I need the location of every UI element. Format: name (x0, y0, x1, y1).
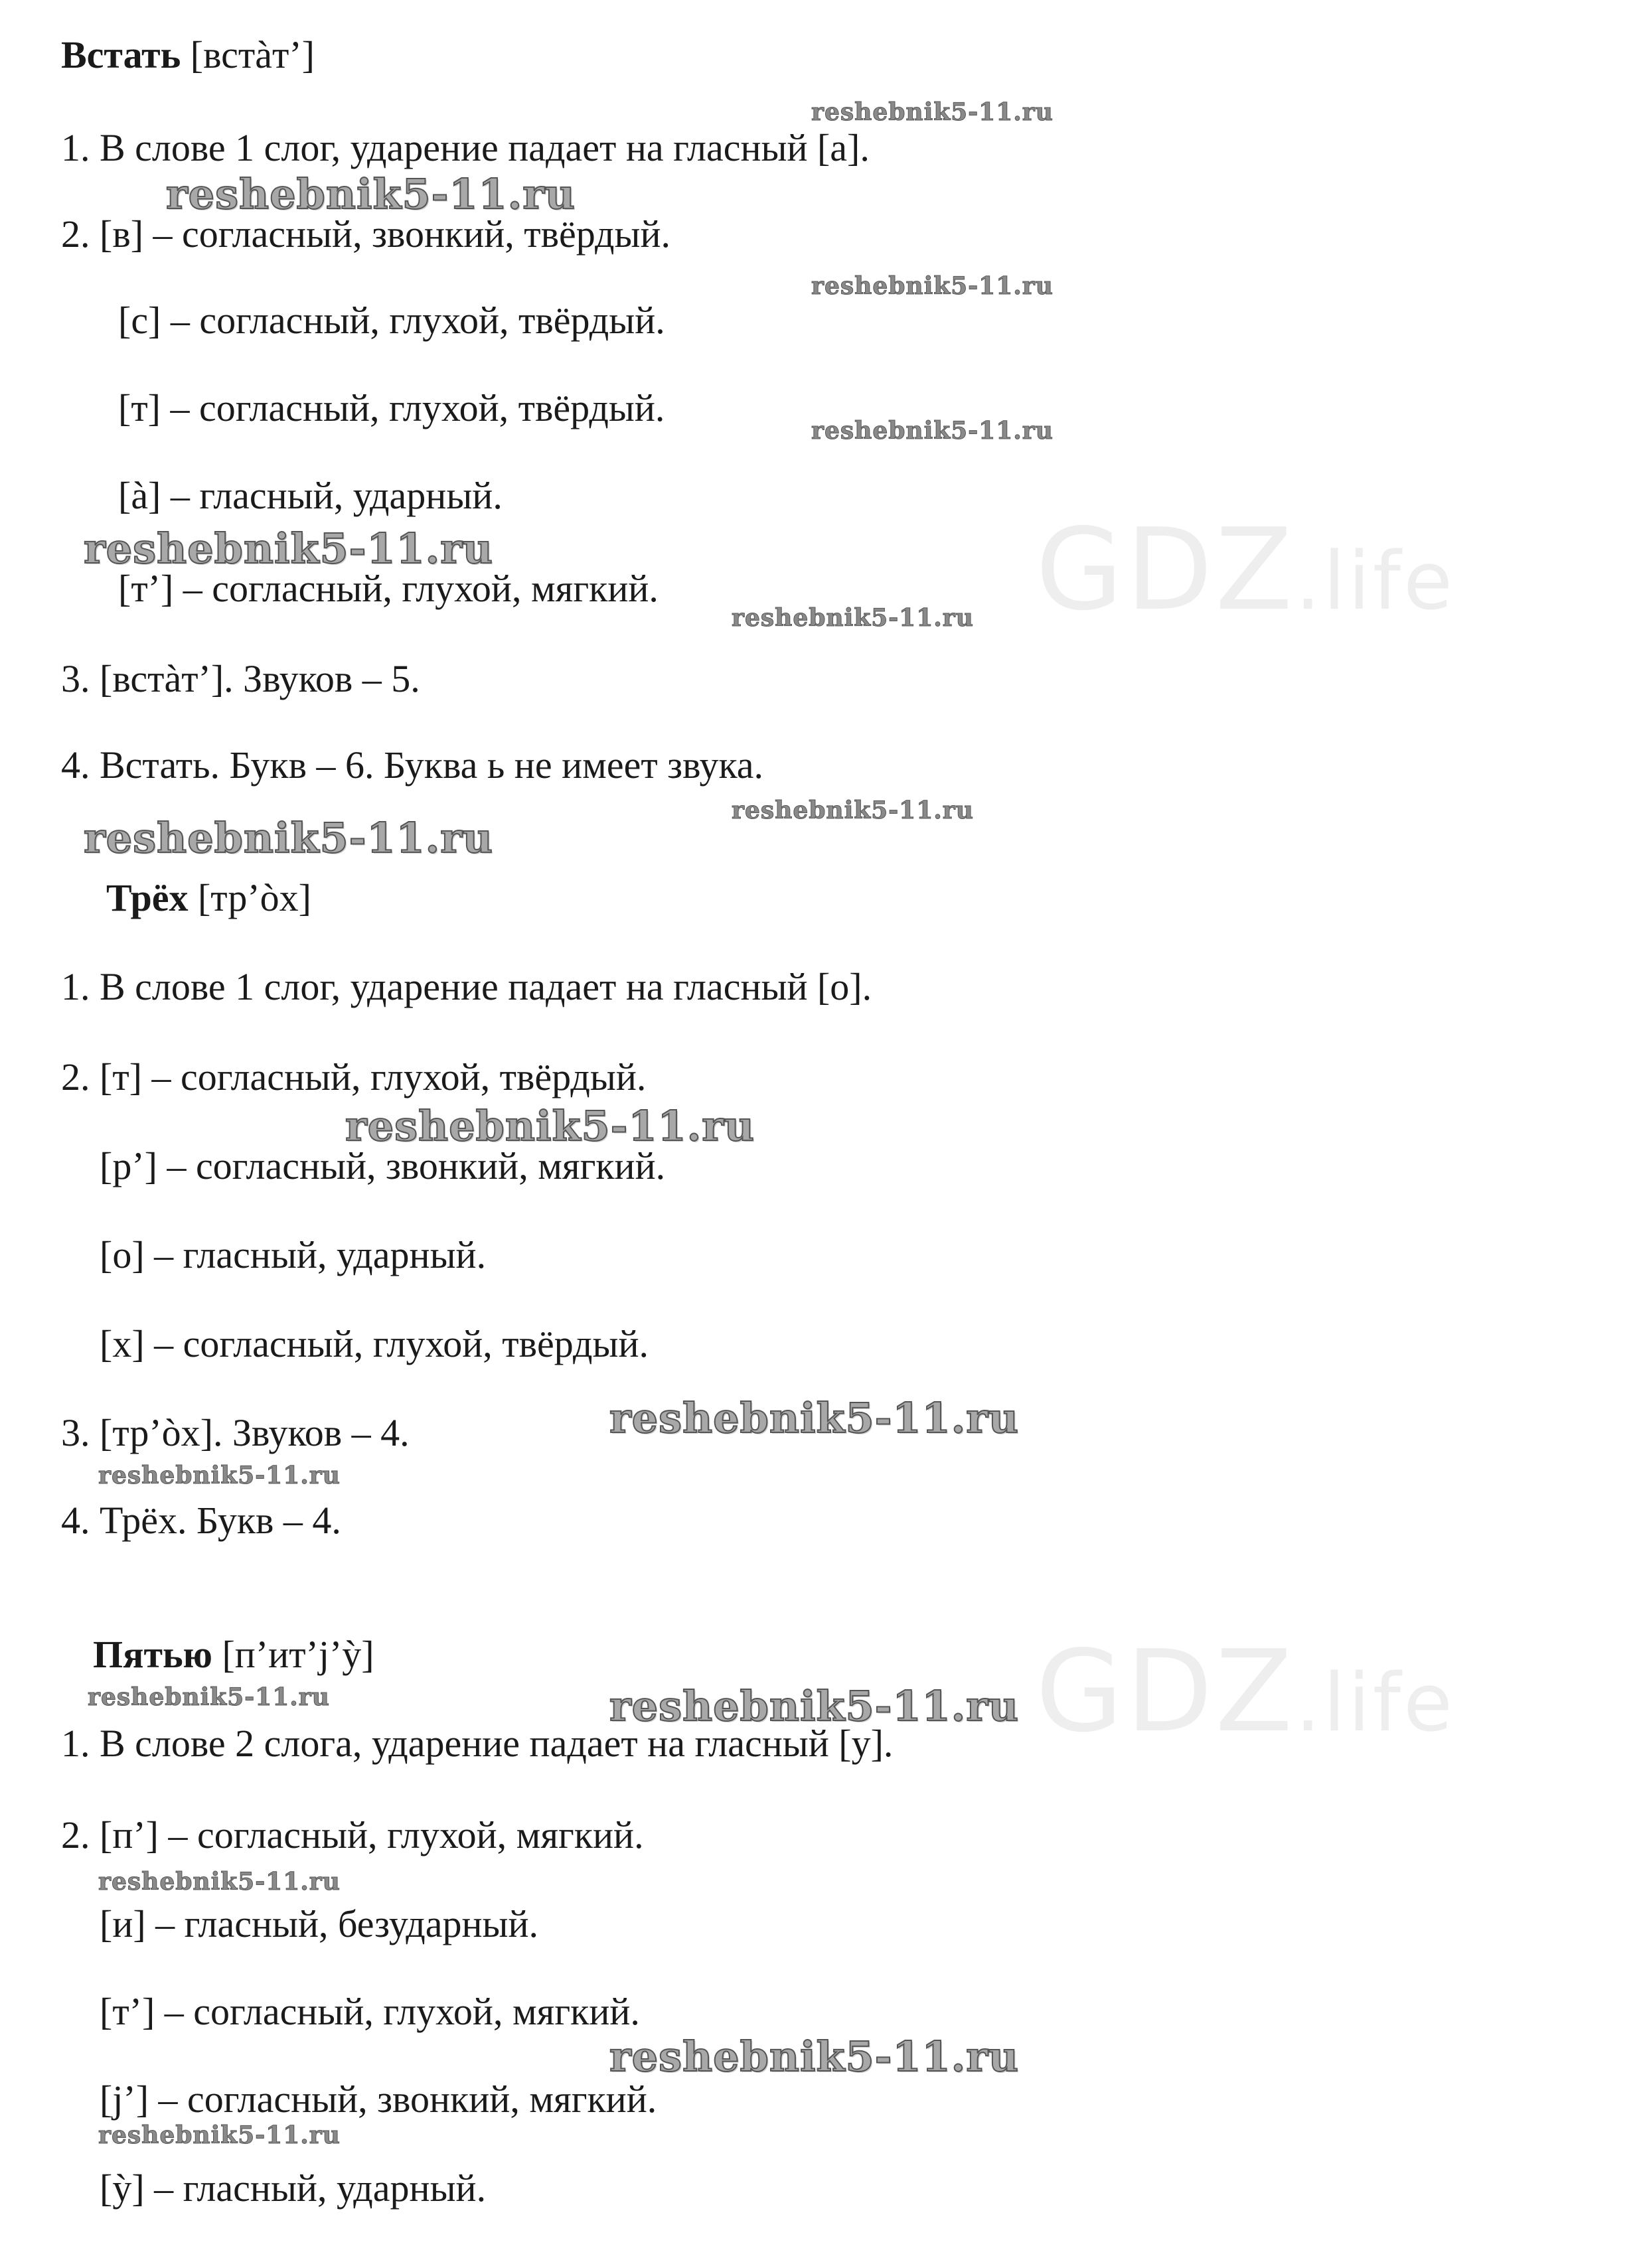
site-watermark: reshebnik5-11.ru (811, 272, 1054, 300)
site-watermark: reshebnik5-11.ru (609, 1394, 1019, 1442)
analysis-line: 1. В слове 2 слога, ударение падает на гласный [у]. (61, 1722, 894, 1765)
site-watermark: reshebnik5-11.ru (84, 524, 493, 573)
analysis-line: 1. В слове 1 слог, ударение падает на гласный [а]. (61, 126, 870, 169)
heading-word: Пятью (93, 1633, 212, 1676)
analysis-line: [т] – согласный, глухой, твёрдый. (118, 386, 665, 429)
site-watermark: reshebnik5-11.ru (88, 1683, 330, 1711)
analysis-line: [х] – согласный, глухой, твёрдый. (100, 1322, 649, 1365)
section-heading (61, 32, 315, 78)
heading-transcription: [п’ит’j’ỳ] (222, 1633, 374, 1676)
analysis-line: 2. [в] – согласный, звонкий, твёрдый. (61, 212, 671, 256)
analysis-line: [с] – согласный, глухой, твёрдый. (118, 299, 665, 342)
analysis-line: 4. Встать. Букв – 6. Буква ь не имеет звука. (61, 743, 764, 787)
analysis-line: [р’] – согласный, звонкий, мягкий. (100, 1144, 666, 1187)
site-watermark: reshebnik5-11.ru (609, 1682, 1019, 1730)
site-watermark: reshebnik5-11.ru (166, 170, 576, 218)
site-watermark: reshebnik5-11.ru (98, 1462, 341, 1489)
site-watermark: reshebnik5-11.ru (345, 1102, 755, 1150)
section-heading (93, 1631, 374, 1678)
analysis-line: [т’] – согласный, глухой, мягкий. (118, 567, 659, 610)
heading-word: Трёх (106, 876, 189, 919)
analysis-line: [j’] – согласный, звонкий, мягкий. (100, 2078, 657, 2121)
section-heading (106, 875, 311, 921)
analysis-line: [à] – гласный, ударный. (118, 474, 503, 517)
analysis-line: [т’] – согласный, глухой, мягкий. (100, 1990, 640, 2033)
site-watermark: reshebnik5-11.ru (84, 814, 493, 862)
site-watermark: reshebnik5-11.ru (732, 796, 974, 824)
gdz-watermark (1036, 504, 1455, 636)
heading-transcription: [тр’òх] (197, 876, 311, 919)
analysis-line: 2. [т] – согласный, глухой, твёрдый. (61, 1055, 647, 1098)
heading-transcription: [встàт’] (190, 33, 315, 76)
gdz-watermark-tld: .life (1295, 536, 1456, 628)
site-watermark: reshebnik5-11.ru (811, 417, 1054, 445)
analysis-line: [ỳ] – гласный, ударный. (100, 2166, 487, 2210)
analysis-line: 1. В слове 1 слог, ударение падает на гласный [о]. (61, 965, 872, 1008)
gdz-watermark (1036, 1626, 1455, 1758)
analysis-line: 4. Трёх. Букв – 4. (61, 1499, 341, 1542)
analysis-line: [и] – гласный, безударный. (100, 1902, 539, 1945)
analysis-line: [о] – гласный, ударный. (100, 1233, 487, 1276)
site-watermark: reshebnik5-11.ru (98, 1868, 341, 1896)
site-watermark: reshebnik5-11.ru (98, 2121, 341, 2149)
site-watermark: reshebnik5-11.ru (609, 2032, 1019, 2081)
gdz-watermark-main: GDZ (1036, 1626, 1296, 1758)
analysis-line: 2. [п’] – согласный, глухой, мягкий. (61, 1813, 644, 1856)
site-watermark: reshebnik5-11.ru (811, 98, 1054, 126)
analysis-line: 3. [тр’òх]. Звуков – 4. (61, 1411, 410, 1454)
analysis-line: 3. [встàт’]. Звуков – 5. (61, 657, 420, 700)
gdz-watermark-tld: .life (1295, 1657, 1456, 1750)
site-watermark: reshebnik5-11.ru (732, 604, 974, 632)
heading-word: Встать (61, 33, 181, 76)
gdz-watermark-main: GDZ (1036, 504, 1296, 636)
